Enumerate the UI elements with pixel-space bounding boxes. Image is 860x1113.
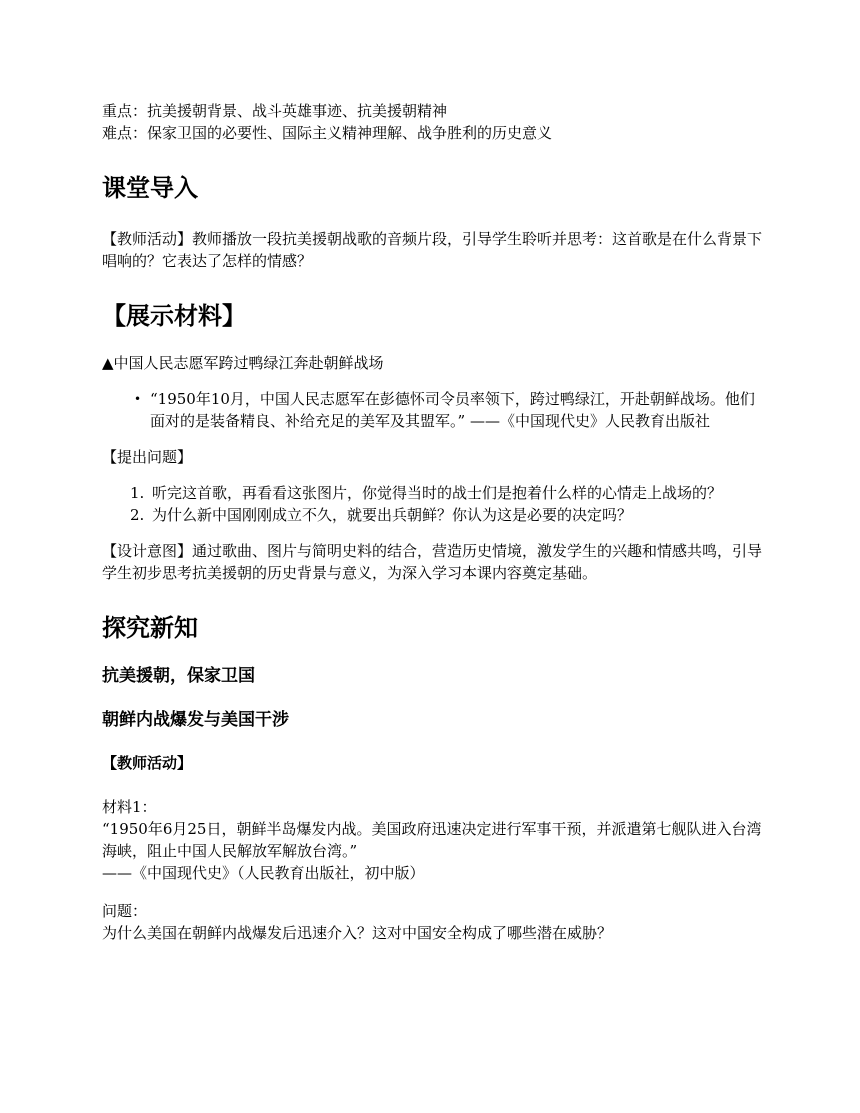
section-title: 抗美援朝，保家卫国 [102,666,255,686]
subsection-title: 朝鲜内战爆发与美国干涉 [102,710,289,730]
lead-in-teacher-activity: 【教师活动】教师播放一段抗美援朝战歌的音频片段，引导学生聆听并思考：这首歌是在什么背景下唱响的？它表达了怎样的情感？ [102,230,763,270]
difficulties: 难点：保家卫国的必要性、国际主义精神理解、战争胜利的历史意义 [102,124,553,142]
questions-heading: 【提出问题】 [102,448,193,466]
material-label: 材料1： [102,798,157,816]
bullet-icon: • [134,392,142,406]
key-points: 重点：抗美援朝背景、战斗英雄事迹、抗美援朝精神 [102,102,448,120]
list-item [134,388,762,432]
heading-explore: 探究新知 [102,613,198,642]
document-page [102,100,762,944]
question-label: 问题： [102,902,148,920]
material-quote: “1950年10月，中国人民志愿军在彭德怀司令员率领下，跨过鸭绿江，开赴朝鲜战场。他们面对的是装备精良、补给充足的美军及其盟军。” ——《中国现代史》人民教育出版社 [150,390,755,430]
material-caption: ▲中国人民志愿军跨过鸭绿江奔赴朝鲜战场 [102,354,384,372]
question-number: 2. [130,506,145,524]
questions-list [130,482,762,526]
question-text: 听完这首歌，再看看这张图片，你觉得当时的战士们是抱着什么样的心情走上战场的？ [152,484,723,502]
material-list [134,388,762,432]
material-text: “1950年6月25日，朝鲜半岛爆发内战。美国政府迅速决定进行军事干预，并派遣第七舰队进入台湾海峡，阻止中国人民解放军解放台湾。” [102,820,762,860]
question-text: 为什么美国在朝鲜内战爆发后迅速介入？这对中国安全构成了哪些潜在威胁？ [102,924,613,942]
design-intent: 【设计意图】通过歌曲、图片与简明史料的结合，营造历史情境，激发学生的兴趣和情感共鸣，引导学生初步思考抗美援朝的历史背景与意义，为深入学习本课内容奠定基础。 [102,542,763,582]
list-item [130,504,762,526]
material-source: ——《中国现代史》（人民教育出版社，初中版） [102,864,425,882]
explore-teacher-activity: 【教师活动】 [102,754,193,772]
question-text: 为什么新中国刚刚成立不久，就要出兵朝鲜？你认为这是必要的决定吗？ [152,506,633,524]
list-item [130,482,762,504]
question-number: 1. [130,484,145,502]
heading-material: 【展示材料】 [102,301,246,330]
heading-lead-in: 课堂导入 [102,173,198,202]
